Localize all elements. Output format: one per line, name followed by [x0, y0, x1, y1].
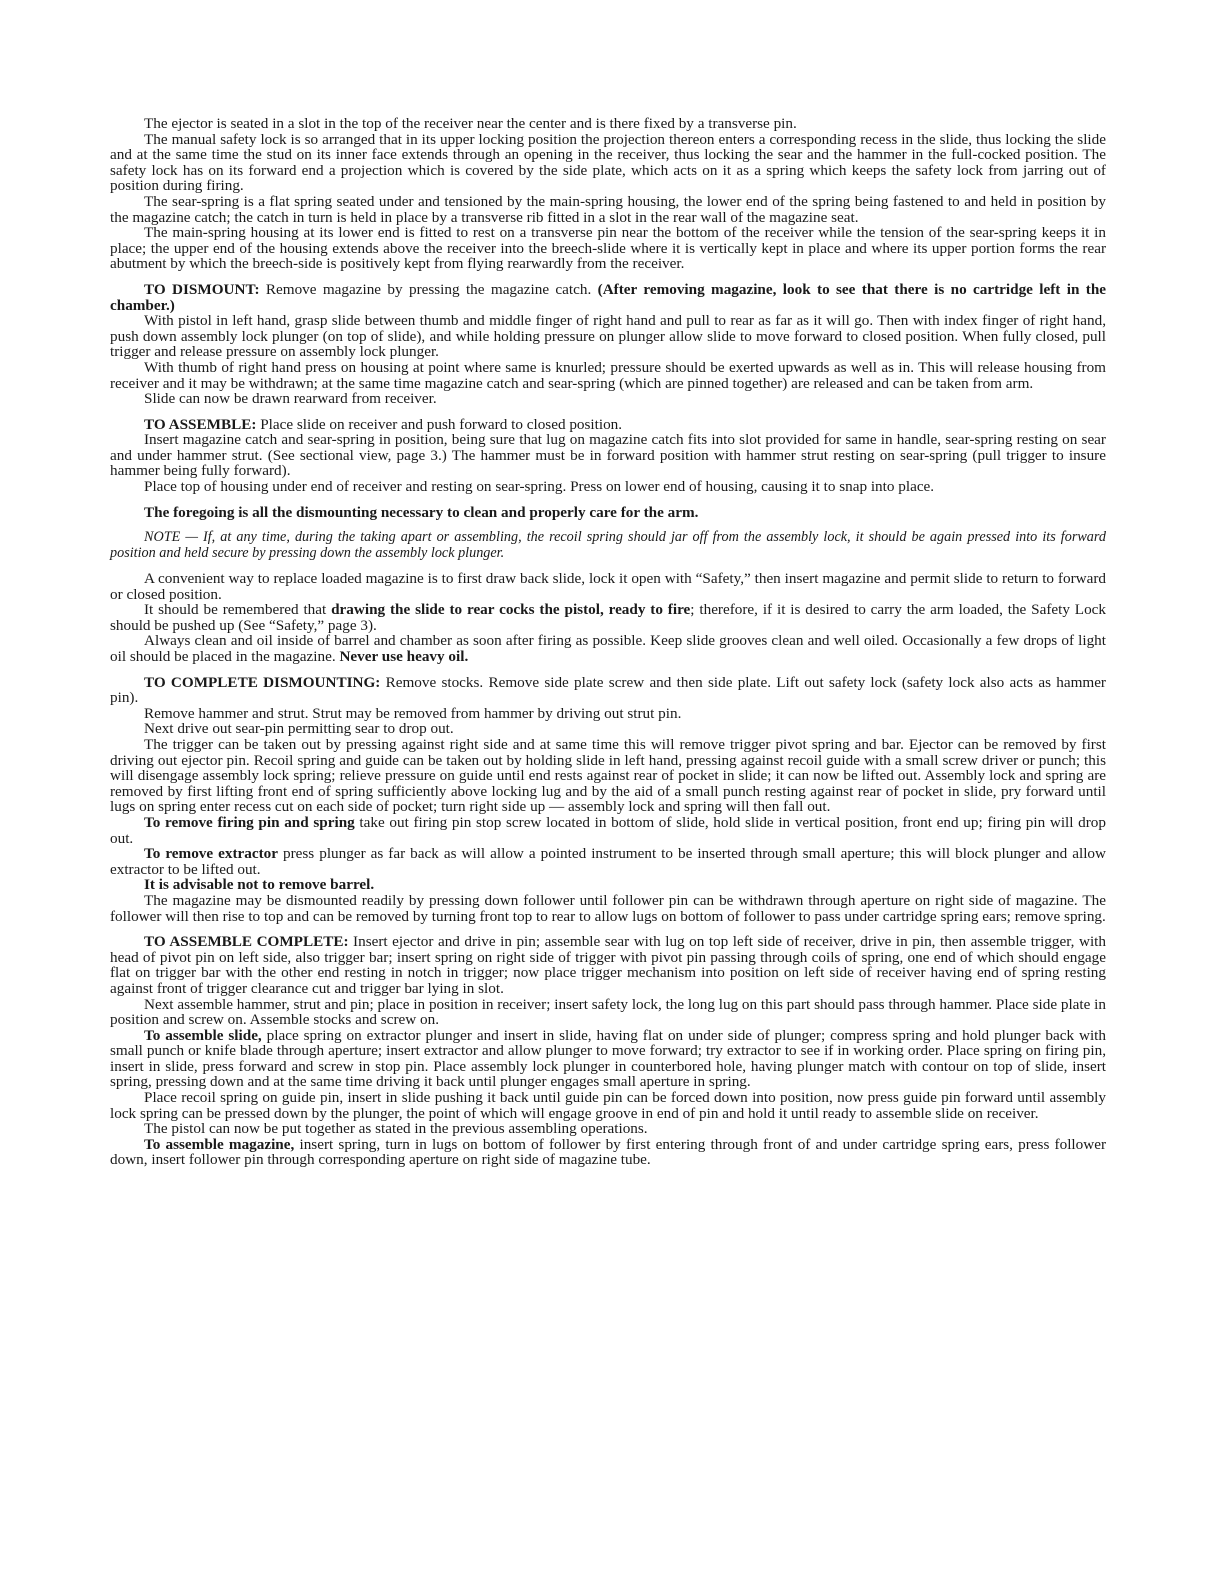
- complete-dismount-heading: TO COMPLETE DISMOUNTING:: [144, 673, 381, 691]
- paragraph-dismount-housing: With thumb of right hand press on housing at point where same is knurled; pressure should be exerted upwards as well as in. This will release housing from receiver and it may be withdrawn; at the same time magazine catch and sear-spring (which are pinned together) are released and can be taken from arm.: [110, 358, 1106, 392]
- assemble-slide-text: place spring on extractor plunger and insert in slide, having flat on under side of plunger; compress spring and hold plunger back with small punch or knife blade through aperture; insert extractor and allow plunger to move forward; try extractor to see if in working order. Place spring on firing pin, insert in slide, press forward and screw in stop pin. Place assembly lock plunger in counterbored hole, having plunger match with contour on top of slide, insert spring, pressing down and at the same time driving it back until plunger engages small aperture in spring.: [110, 1026, 1106, 1091]
- paragraph-ejector: The ejector is seated in a slot in the top of the receiver near the center and is there fixed by a transverse pin.: [144, 115, 797, 132]
- firing-pin-text: take out firing pin stop screw located in bottom of slide, hold slide in vertical position, front end up; firing pin will drop out.: [110, 813, 1106, 847]
- paragraph-assemble-slide: [110, 1028, 1106, 1090]
- paragraph-note: NOTE — If, at any time, during the taking apart or assembling, the recoil spring should jar off from the assembly lock, it should be again pressed into its forward position and held secure by pressing down the assembly lock plunger.: [110, 529, 1106, 561]
- paragraph-dismount-slide: With pistol in left hand, grasp slide between thumb and middle finger of right hand and pull to rear as far as it will go. Then with index finger of right hand, push down assembly lock plunger (on top of slide), and while holding pressure on plunger allow slide to move forward to closed position. When fully closed, pull trigger and release pressure on assembly lock plunger.: [110, 312, 1106, 361]
- paragraph-magazine-dismount: The magazine may be dismounted readily by pressing down follower until follower pin can be withdrawn through aperture on right side of magazine. The follower will then rise to top and can be removed by turning front top to rear to allow lugs on bottom of follower to pass under cartridge spring ears; remove spring.: [110, 891, 1106, 925]
- complete-dismount-text: Remove stocks. Remove side plate screw and then side plate. Lift out safety lock (safety lock also acts as hammer pin).: [110, 673, 1106, 707]
- paragraph-put-together: The pistol can now be put together as stated in the previous assembling operations.: [144, 1120, 648, 1138]
- complete-dismount-section: [110, 675, 1106, 925]
- paragraph-firing-pin: [110, 815, 1106, 846]
- paragraph-sear-pin: Next drive out sear-pin permitting sear to drop out.: [144, 720, 454, 738]
- paragraph-loaded-magazine: A convenient way to replace loaded magazine is to first draw back slide, lock it open with “Safety,” then insert magazine and permit slide to return to forward or closed position.: [110, 570, 1106, 603]
- paragraph-dismount-slide-drawn: Slide can now be drawn rearward from receiver.: [144, 390, 437, 408]
- extractor-text: press plunger as far back as will allow a pointed instrument to be inserted through small aperture; this will block plunger and allow extractor to be lifted out.: [110, 845, 1106, 878]
- assemble-complete-section: [110, 934, 1106, 1168]
- clean-oil-text: Always clean and oil inside of barrel and chamber as soon after firing as possible. Keep slide grooves clean and well oiled. Occasionally a few drops of light oil should be placed in the magazine.: [110, 632, 1106, 666]
- paragraph-assemble-hammer: Next assemble hammer, strut and pin; place in position in receiver; insert safety lock, the long lug on this part should pass through hammer. Place side plate in position and screw on. Assemble stocks and screw on.: [110, 995, 1106, 1029]
- paragraph-assemble-complete-intro: [110, 934, 1106, 996]
- clean-oil-emphasis: Never use heavy oil.: [339, 648, 469, 666]
- paragraph-safety-lock: The manual safety lock is so arranged that in its upper locking position the projection thereon enters a corresponding recess in the slide, thus locking the slide and at the same time the stud on its inner face extends through an opening in the receiver, thus locking the sear and the hammer in the full-cocked position. The safety lock has on its forward end a projection which is covered by the side plate, which acts on it as a spring which keeps the safety lock from jarring out of position during firing.: [110, 130, 1106, 195]
- paragraph-extractor: [110, 846, 1106, 877]
- paragraph-sear-spring: The sear-spring is a flat spring seated under and tensioned by the main-spring housing, the lower end of the spring being fastened to and held in position by the magazine catch; the catch in turn is held in place by a transverse rib fitted in a slot in the rear wall of the magazine seat.: [110, 192, 1106, 226]
- assemble-complete-heading: TO ASSEMBLE COMPLETE:: [144, 933, 349, 951]
- paragraph-remove-hammer: Remove hammer and strut. Strut may be removed from hammer by driving out strut pin.: [144, 704, 682, 722]
- intro-section: [110, 116, 1106, 272]
- paragraph-barrel-advice: It is advisable not to remove barrel.: [144, 876, 375, 894]
- firing-pin-lead: To remove firing pin and spring: [144, 813, 355, 831]
- paragraph-cocks-pistol: [110, 602, 1106, 633]
- assemble-heading: TO ASSEMBLE:: [144, 415, 257, 433]
- loading-section: [110, 571, 1106, 665]
- paragraph-main-spring-housing: The main-spring housing at its lower end is fitted to rest on a transverse pin near the bottom of the receiver while the tension of the sear-spring keeps it in place; the upper end of the housing extends above the receiver into the breech-slide where it is vertically kept in place and where its upper portion forms the rear abutment by which the breech-side is positively kept from flying rearwardly from the receiver.: [110, 224, 1106, 273]
- foregoing-section: [110, 505, 1106, 521]
- assemble-text: Place slide on receiver and push forward to closed position.: [256, 415, 623, 433]
- assemble-magazine-lead: To assemble magazine,: [144, 1135, 295, 1153]
- cocks-pistol-emphasis: drawing the slide to rear cocks the pistol, ready to fire: [331, 601, 691, 619]
- dismount-section: [110, 282, 1106, 407]
- paragraph-dismount-intro: [110, 282, 1106, 313]
- paragraph-foregoing: The foregoing is all the dismounting necessary to clean and properly care for the arm.: [144, 503, 699, 521]
- assemble-slide-lead: To assemble slide,: [144, 1026, 262, 1044]
- paragraph-assemble-intro: [110, 417, 1106, 433]
- assemble-section: [110, 417, 1106, 495]
- paragraph-assemble-housing: Place top of housing under end of receiver and resting on sear-spring. Press on lower end of housing, causing it to snap into place.: [144, 478, 935, 496]
- cocks-pistol-text-c: ; therefore, if it is desired to carry the arm loaded, the Safety Lock should be pushed up (See “Safety,” page 3).: [110, 601, 1106, 634]
- extractor-lead: To remove extractor: [144, 845, 278, 863]
- paragraph-trigger-removal: The trigger can be taken out by pressing against right side and at same time this will remove trigger pivot spring and bar. Ejector can be removed by first driving out ejector pin. Recoil spring and guide can be taken out by holding slide in left hand, pressing against recoil guide with a small screw driver or punch; this will disengage assembly lock spring; relieve pressure on guide until end rests against rear of pocket in slide; it can now be lifted out. Assembly lock and spring are removed by first lifting front end of spring sufficiently above locking lug and by the aid of a small punch resting against rear of pocket in slide, pry forward until lugs on spring enter recess cut on each side of pocket; turn right side up — assembly lock and spring will then fall out.: [110, 736, 1106, 816]
- paragraph-assemble-magazine: [110, 1137, 1106, 1168]
- dismount-warning: (After removing magazine, look to see that there is no cartridge left in the chamber.): [110, 280, 1107, 314]
- dismount-heading: TO DISMOUNT:: [144, 280, 260, 298]
- cocks-pistol-text-a: It should be remembered that: [144, 601, 332, 619]
- paragraph-clean-oil: [110, 633, 1106, 664]
- paragraph-recoil-spring: Place recoil spring on guide pin, insert in slide pushing it back until guide pin can be forced down into position, now press guide pin forward until assembly lock spring can be pressed down by the plunger, the point of which will engage groove in end of pin and hold it until ready to assemble slide on receiver.: [110, 1089, 1106, 1122]
- assemble-magazine-text: insert spring, turn in lugs on bottom of follower by first entering through front of and under cartridge spring ears, press follower down, insert follower pin through corresponding aperture on right side of magazine tube.: [110, 1135, 1107, 1169]
- document-body: [110, 116, 1106, 1168]
- assemble-complete-text: Insert ejector and drive in pin; assemble sear with lug on top left side of receiver, drive in pin, then assemble trigger, with head of pivot pin on left side, also trigger bar; insert spring on right side of trigger with pivot pin passing through coils of spring, one end of which should engage flat on trigger bar with the other end resting in notch in trigger; now place trigger mechanism into position on left side of receiver having end of spring resting against front of trigger clearance cut and trigger bar lying in slot.: [110, 933, 1106, 997]
- paragraph-complete-dismount-intro: [110, 675, 1106, 706]
- note-section: [110, 530, 1106, 561]
- dismount-text: Remove magazine by pressing the magazine catch.: [259, 280, 592, 298]
- paragraph-assemble-catch: Insert magazine catch and sear-spring in position, being sure that lug on magazine catch fits into slot provided for same in handle, sear-spring resting on sear and under hammer strut. (See sectional view, page 3.) The hammer must be in forward position with hammer strut resting on sear-spring (pull trigger to insure hammer being fully forward).: [110, 431, 1106, 480]
